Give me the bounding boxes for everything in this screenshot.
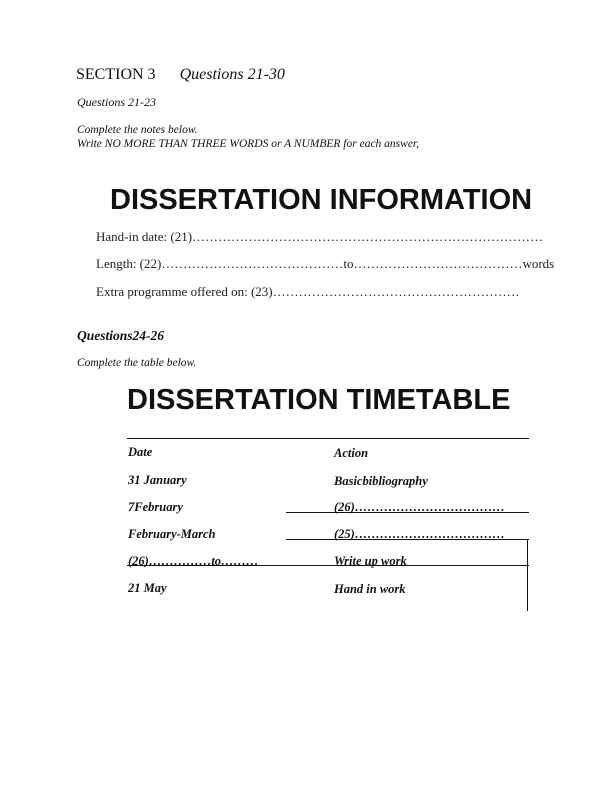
note-hand-in-date: Hand-in date: (21)……………………………………………………………………… xyxy=(96,229,544,244)
dissertation-information-title: DISSERTATION INFORMATION xyxy=(110,184,533,216)
instruction-word-limit: Write NO MORE THAN THREE WORDS or A NUMBER for each answer, xyxy=(77,138,420,150)
row-action: (26)……………………………… xyxy=(334,500,505,514)
section-label: SECTION 3 xyxy=(76,66,156,83)
table-header-date: Date xyxy=(128,445,153,459)
questions-range-24-26: Questions24-26 xyxy=(77,328,165,343)
note-extra-programme: Extra programme offered on: (23)………………………………………………… xyxy=(96,284,520,299)
table-header-action: Action xyxy=(334,446,369,460)
row-action: (25)……………………………… xyxy=(334,527,505,541)
table-right-rule xyxy=(527,539,528,611)
row-date: (26)……………to……… xyxy=(128,554,259,568)
row-action: Basicbibliography xyxy=(334,474,428,488)
row-action: Hand in work xyxy=(334,582,406,596)
row-date: 21 May xyxy=(128,581,167,595)
dissertation-timetable-title: DISSERTATION TIMETABLE xyxy=(127,384,511,416)
row-date: February-March xyxy=(128,527,216,541)
section-heading xyxy=(76,66,285,84)
table-top-rule xyxy=(127,438,529,439)
instruction-complete-table: Complete the table below. xyxy=(77,357,197,369)
section-questions: Questions 21-30 xyxy=(179,66,285,83)
questions-range-21-23: Questions 21-23 xyxy=(77,95,156,109)
row-date: 31 January xyxy=(128,473,187,487)
note-length: Length: (22)……………………………………to…………………………………words xyxy=(96,256,555,271)
row-action: Write up work xyxy=(334,554,407,568)
row-date: 7February xyxy=(128,500,183,514)
instruction-complete-notes: Complete the notes below. xyxy=(77,124,198,136)
